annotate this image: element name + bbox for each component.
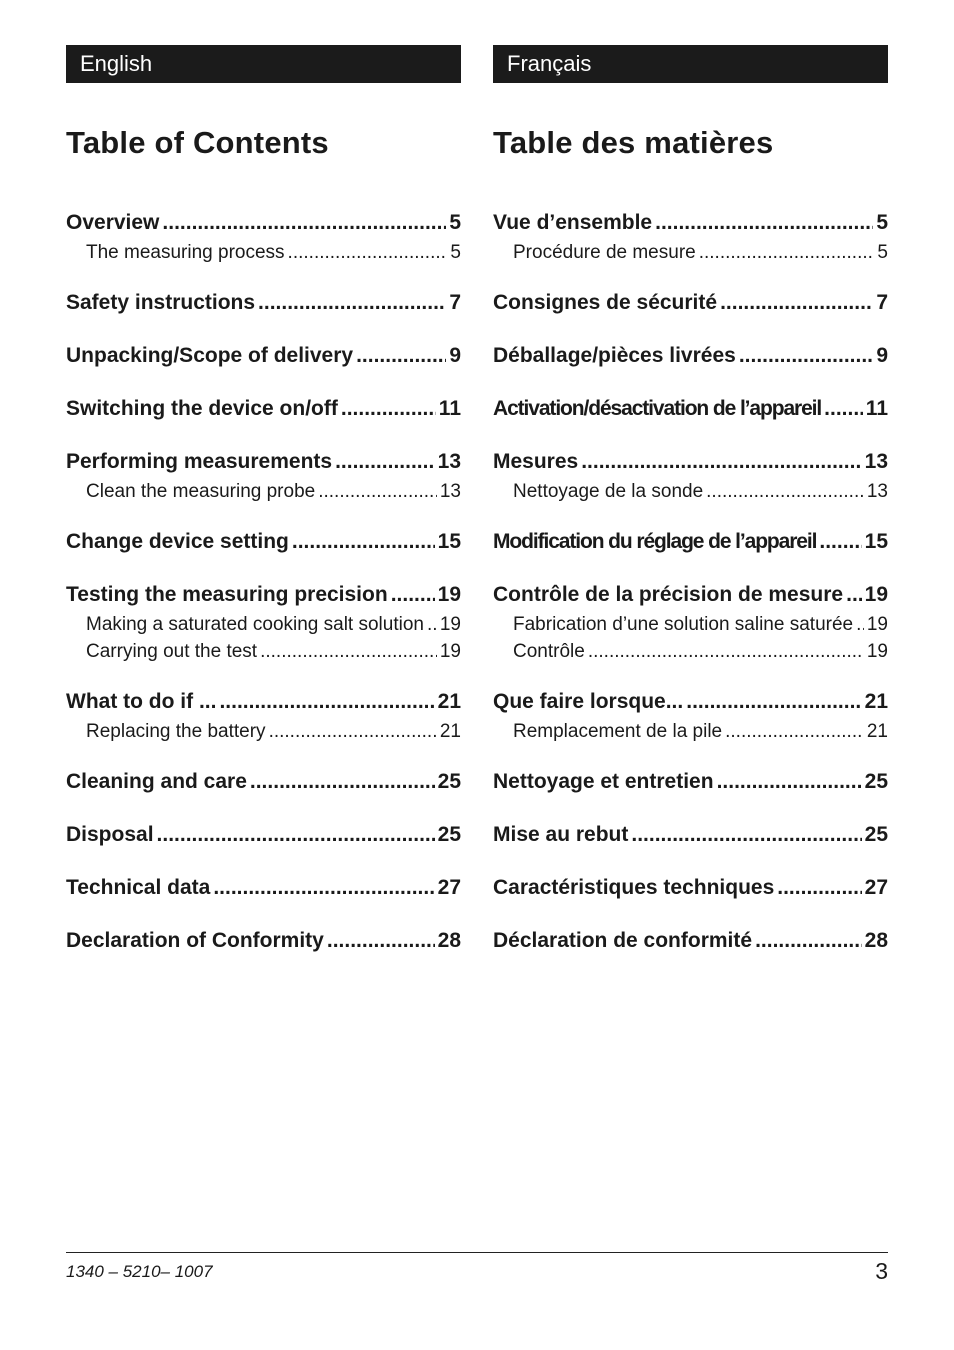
toc-section: [493, 576, 888, 667]
toc-section: [66, 576, 461, 667]
entry-page-number: 21: [437, 690, 461, 713]
dot-leader: [288, 237, 448, 268]
entry-title: Change device setting: [66, 530, 289, 553]
entry-title: Technical data: [66, 876, 211, 899]
entry-page-number: 25: [437, 770, 461, 793]
entry-title: Activation/désactivation de l’appareil: [493, 397, 822, 420]
dot-leader: [739, 337, 874, 374]
entry-title: Declaration of Conformity: [66, 929, 324, 952]
entry-title: Disposal: [66, 823, 154, 846]
entry-title: Remplacement de la pile: [513, 721, 723, 742]
toc-section: [66, 869, 461, 906]
toc-entry[interactable]: [493, 443, 888, 480]
toc-section: [493, 337, 888, 374]
toc-subentry[interactable]: [493, 237, 888, 268]
toc-subentry[interactable]: [66, 476, 461, 507]
toc-column-english: [66, 45, 461, 952]
entry-page-number: 7: [876, 291, 888, 314]
entry-title: Safety instructions: [66, 291, 256, 314]
dot-leader: [260, 636, 437, 667]
toc-section: [66, 816, 461, 853]
entry-title: Mesures: [493, 450, 579, 473]
toc-section: [66, 337, 461, 374]
dot-leader: [846, 576, 862, 613]
toc-entry[interactable]: [66, 576, 461, 613]
dot-leader: [819, 523, 861, 560]
entry-title: Making a saturated cooking salt solution: [86, 614, 424, 635]
dot-leader: [269, 716, 437, 747]
toc-entry[interactable]: [493, 284, 888, 321]
entry-title: Consignes de sécurité: [493, 291, 718, 314]
document-code: 1340 – 5210– 1007: [66, 1262, 213, 1281]
entry-page-number: 7: [449, 291, 461, 314]
dot-leader: [335, 443, 435, 480]
toc-list: [66, 204, 461, 975]
entry-page-number: 13: [866, 481, 888, 502]
toc-section: [493, 869, 888, 906]
entry-title: Unpacking/Scope of delivery: [66, 344, 354, 367]
entry-title: Contrôle de la précision de mesure: [493, 583, 844, 606]
entry-page-number: 11: [438, 397, 461, 420]
toc-section: [66, 204, 461, 268]
entry-page-number: 5: [450, 242, 461, 263]
entry-title: Overview: [66, 211, 160, 234]
entry-page-number: 27: [437, 876, 461, 899]
toc-section: [66, 523, 461, 560]
toc-section: [493, 523, 888, 560]
toc-entry[interactable]: [66, 763, 461, 800]
toc-subentry[interactable]: [493, 716, 888, 747]
dot-leader: [720, 284, 873, 321]
toc-entry[interactable]: [493, 337, 888, 374]
entry-page-number: 19: [439, 641, 461, 662]
toc-entry[interactable]: [493, 683, 888, 720]
page-number: 3: [875, 1258, 888, 1284]
toc-entry[interactable]: [66, 922, 461, 959]
dot-leader: [755, 922, 862, 959]
toc-entry[interactable]: [493, 922, 888, 959]
entry-page-number: 19: [437, 583, 461, 606]
entry-page-number: 25: [864, 770, 888, 793]
toc-entry[interactable]: [493, 816, 888, 853]
dot-leader: [706, 476, 864, 507]
toc-section: [66, 922, 461, 959]
dot-leader: [327, 922, 435, 959]
toc-entry[interactable]: [66, 204, 461, 241]
entry-page-number: 19: [866, 641, 888, 662]
dot-leader: [655, 204, 873, 241]
entry-title: Testing the measuring precision: [66, 583, 388, 606]
entry-title: Déballage/pièces livrées: [493, 344, 736, 367]
entry-page-number: 21: [864, 690, 888, 713]
entry-page-number: 13: [439, 481, 461, 502]
toc-section: [66, 443, 461, 507]
entry-title: Modification du réglage de l’appareil: [493, 530, 817, 553]
dot-leader: [581, 443, 861, 480]
toc-entry[interactable]: [493, 763, 888, 800]
toc-entry[interactable]: [66, 284, 461, 321]
entry-title: Caractéristiques techniques: [493, 876, 775, 899]
toc-section: [493, 816, 888, 853]
dot-leader: [631, 816, 861, 853]
dot-leader: [318, 476, 437, 507]
toc-subentry[interactable]: [493, 636, 888, 667]
dot-leader: [356, 337, 446, 374]
dot-leader: [250, 763, 435, 800]
toc-entry[interactable]: [493, 523, 888, 560]
entry-title: Replacing the battery: [86, 721, 266, 742]
toc-entry[interactable]: [66, 390, 461, 427]
toc-entry[interactable]: [66, 816, 461, 853]
entry-page-number: 5: [876, 211, 888, 234]
entry-title: Cleaning and care: [66, 770, 247, 793]
toc-subentry[interactable]: [66, 237, 461, 268]
entry-title: The measuring process: [86, 242, 285, 263]
entry-page-number: 13: [864, 450, 888, 473]
entry-title: Procédure de mesure: [513, 242, 696, 263]
toc-entry[interactable]: [66, 869, 461, 906]
entry-title: Fabrication d’une solution saline saturée: [513, 614, 854, 635]
dot-leader: [258, 284, 446, 321]
entry-page-number: 27: [864, 876, 888, 899]
toc-section: [66, 763, 461, 800]
toc-subentry[interactable]: [66, 636, 461, 667]
entry-title: Déclaration de conformité: [493, 929, 753, 952]
entry-title: Vue d’ensemble: [493, 211, 653, 234]
toc-section: [493, 683, 888, 747]
toc-entry[interactable]: [66, 443, 461, 480]
toc-entry[interactable]: [493, 576, 888, 613]
dot-leader: [292, 523, 435, 560]
toc-list: [493, 204, 888, 975]
entry-title: Switching the device on/off: [66, 397, 338, 420]
toc-section: [493, 204, 888, 268]
language-header: English: [66, 45, 461, 83]
entry-title: Contrôle: [513, 641, 585, 662]
toc-section: [66, 390, 461, 427]
toc-section: [493, 284, 888, 321]
toc-subentry[interactable]: [493, 476, 888, 507]
language-header: Français: [493, 45, 888, 83]
dot-leader: [341, 390, 436, 427]
toc-section: [493, 390, 888, 427]
entry-page-number: 19: [439, 614, 461, 635]
toc-title: Table des matières: [493, 125, 774, 160]
dot-leader: [391, 576, 435, 613]
toc-entry[interactable]: [493, 390, 888, 427]
entry-page-number: 15: [437, 530, 461, 553]
entry-title: Performing measurements: [66, 450, 333, 473]
toc-entry[interactable]: [66, 523, 461, 560]
entry-page-number: 28: [864, 929, 888, 952]
toc-section: [66, 284, 461, 321]
toc-section: [493, 443, 888, 507]
entry-page-number: 9: [449, 344, 461, 367]
dot-leader: [686, 683, 861, 720]
toc-section: [493, 922, 888, 959]
toc-title: Table of Contents: [66, 125, 329, 160]
entry-page-number: 21: [439, 721, 461, 742]
entry-page-number: 21: [866, 721, 888, 742]
entry-page-number: 25: [864, 823, 888, 846]
entry-title: Nettoyage de la sonde: [513, 481, 704, 502]
dot-leader: [717, 763, 862, 800]
entry-title: What to do if ...: [66, 690, 217, 713]
toc-entry[interactable]: [493, 869, 888, 906]
entry-page-number: 13: [437, 450, 461, 473]
toc-entry[interactable]: [66, 683, 461, 720]
dot-leader: [213, 869, 434, 906]
dot-leader: [824, 390, 863, 427]
toc-column-french: [493, 45, 888, 952]
dot-leader: [219, 683, 434, 720]
dot-leader: [588, 636, 864, 667]
toc-section: [66, 683, 461, 747]
entry-title: Clean the measuring probe: [86, 481, 316, 502]
dot-leader: [162, 204, 446, 241]
entry-title: Mise au rebut: [493, 823, 629, 846]
toc-subentry[interactable]: [66, 716, 461, 747]
toc-entry[interactable]: [66, 337, 461, 374]
entry-page-number: 11: [865, 397, 888, 420]
footer-divider: [66, 1252, 888, 1253]
entry-page-number: 9: [876, 344, 888, 367]
entry-page-number: 5: [449, 211, 461, 234]
entry-page-number: 15: [864, 530, 888, 553]
entry-title: Nettoyage et entretien: [493, 770, 714, 793]
entry-title: Que faire lorsque...: [493, 690, 684, 713]
dot-leader: [699, 237, 875, 268]
dot-leader: [725, 716, 864, 747]
entry-page-number: 19: [864, 583, 888, 606]
entry-title: Carrying out the test: [86, 641, 258, 662]
toc-section: [493, 763, 888, 800]
dot-leader: [157, 816, 435, 853]
dot-leader: [777, 869, 861, 906]
entry-page-number: 25: [437, 823, 461, 846]
entry-page-number: 28: [437, 929, 461, 952]
entry-page-number: 5: [877, 242, 888, 263]
toc-entry[interactable]: [493, 204, 888, 241]
entry-page-number: 19: [866, 614, 888, 635]
